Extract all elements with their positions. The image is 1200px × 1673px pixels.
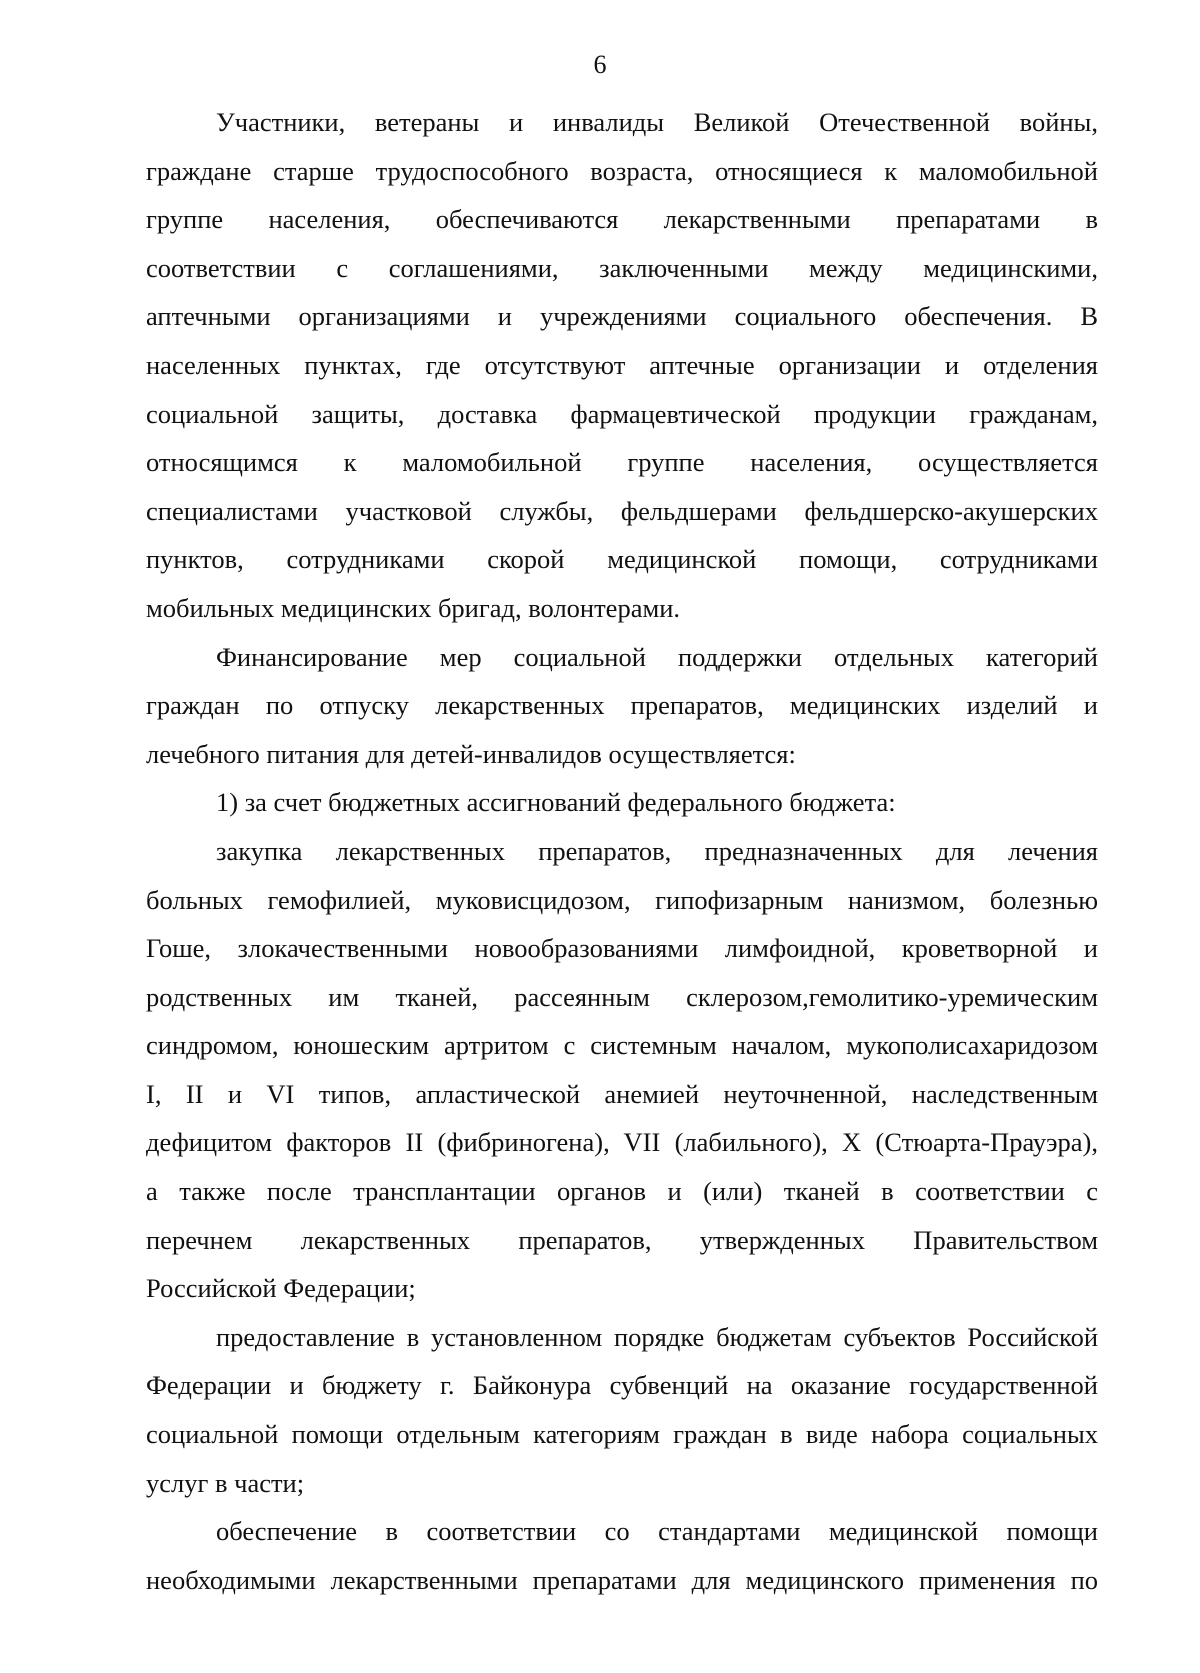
document-body [146, 98, 1098, 1604]
text-line: группе населения, обеспечиваются лекарственными препаратами в [146, 204, 1098, 235]
paragraph-subventions [146, 1313, 1098, 1507]
text-line: Российской Федерации; [146, 1273, 416, 1304]
text-line: а также после трансплантации органов и (или) тканей в соответствии с [146, 1176, 1098, 1207]
text-line: дефицитом факторов II (фибриногена), VII (лабильного), X (Стюарта-Прауэра), [146, 1127, 1098, 1158]
text-line: Участники, ветераны и инвалиды Великой Отечественной войны, [216, 107, 1098, 137]
text-line: населенных пунктах, где отсутствуют аптечные организации и отделения [146, 349, 1098, 380]
text-line: пунктов, сотрудниками скорой медицинской помощи, сотрудниками [146, 544, 1098, 575]
text-line: перечнем лекарственных препаратов, утвержденных Правительством [146, 1224, 1098, 1255]
text-line: необходимыми лекарственными препаратами для медицинского применения по [146, 1564, 1098, 1595]
text-line: родственных им тканей, рассеянным склерозом,гемолитико-уремическим [146, 981, 1098, 1012]
text-line: предоставление в установленном порядке бюджетам субъектов Российской [216, 1321, 1098, 1352]
text-line: 1) за счет бюджетных ассигнований федерального бюджета: [216, 787, 896, 818]
text-line: услуг в части; [146, 1467, 305, 1498]
paragraph-standards [146, 1507, 1098, 1604]
text-line: лечебного питания для детей-инвалидов осуществляется: [146, 738, 796, 769]
text-line: соответствии с соглашениями, заключенными между медицинскими, [146, 252, 1098, 283]
text-line: граждане старше трудоспособного возраста, относящиеся к маломобильной [146, 155, 1098, 186]
text-line: Гоше, злокачественными новообразованиями лимфоидной, кроветворной и [146, 933, 1098, 964]
text-line: больных гемофилией, муковисцидозом, гипофизарным нанизмом, болезнью [146, 884, 1098, 915]
text-line: граждан по отпуску лекарственных препаратов, медицинских изделий и [146, 690, 1098, 721]
text-line: социальной помощи отдельным категориям граждан в виде набора социальных [146, 1419, 1098, 1450]
text-line: специалистами участковой службы, фельдшерами фельдшерско-акушерских [146, 495, 1098, 526]
text-line: синдромом, юношеским артритом с системным началом, мукополисахаридозом [146, 1030, 1098, 1061]
text-line: аптечными организациями и учреждениями социального обеспечения. В [146, 301, 1098, 332]
text-line: закупка лекарственных препаратов, предназначенных для лечения [216, 835, 1098, 866]
page-number: 6 [593, 50, 607, 79]
text-line: обеспечение в соответствии со стандартами медицинской помощи [216, 1516, 1098, 1547]
paragraph-procurement [146, 827, 1098, 1313]
text-line: социальной защиты, доставка фармацевтической продукции гражданам, [146, 398, 1098, 429]
text-line: I, II и VI типов, апластической анемией неуточненной, наследственным [146, 1078, 1098, 1109]
text-line: Федерации и бюджету г. Байконура субвенций на оказание государственной [146, 1370, 1098, 1401]
text-line: Финансирование мер социальной поддержки отдельных категорий [216, 641, 1098, 672]
paragraph-veterans [146, 98, 1098, 633]
text-line: мобильных медицинских бригад, волонтерами. [146, 592, 681, 623]
paragraph-financing [146, 633, 1098, 779]
text-line: относящимся к маломобильной группе населения, осуществляется [146, 447, 1098, 478]
paragraph-federal-budget [146, 778, 1098, 827]
